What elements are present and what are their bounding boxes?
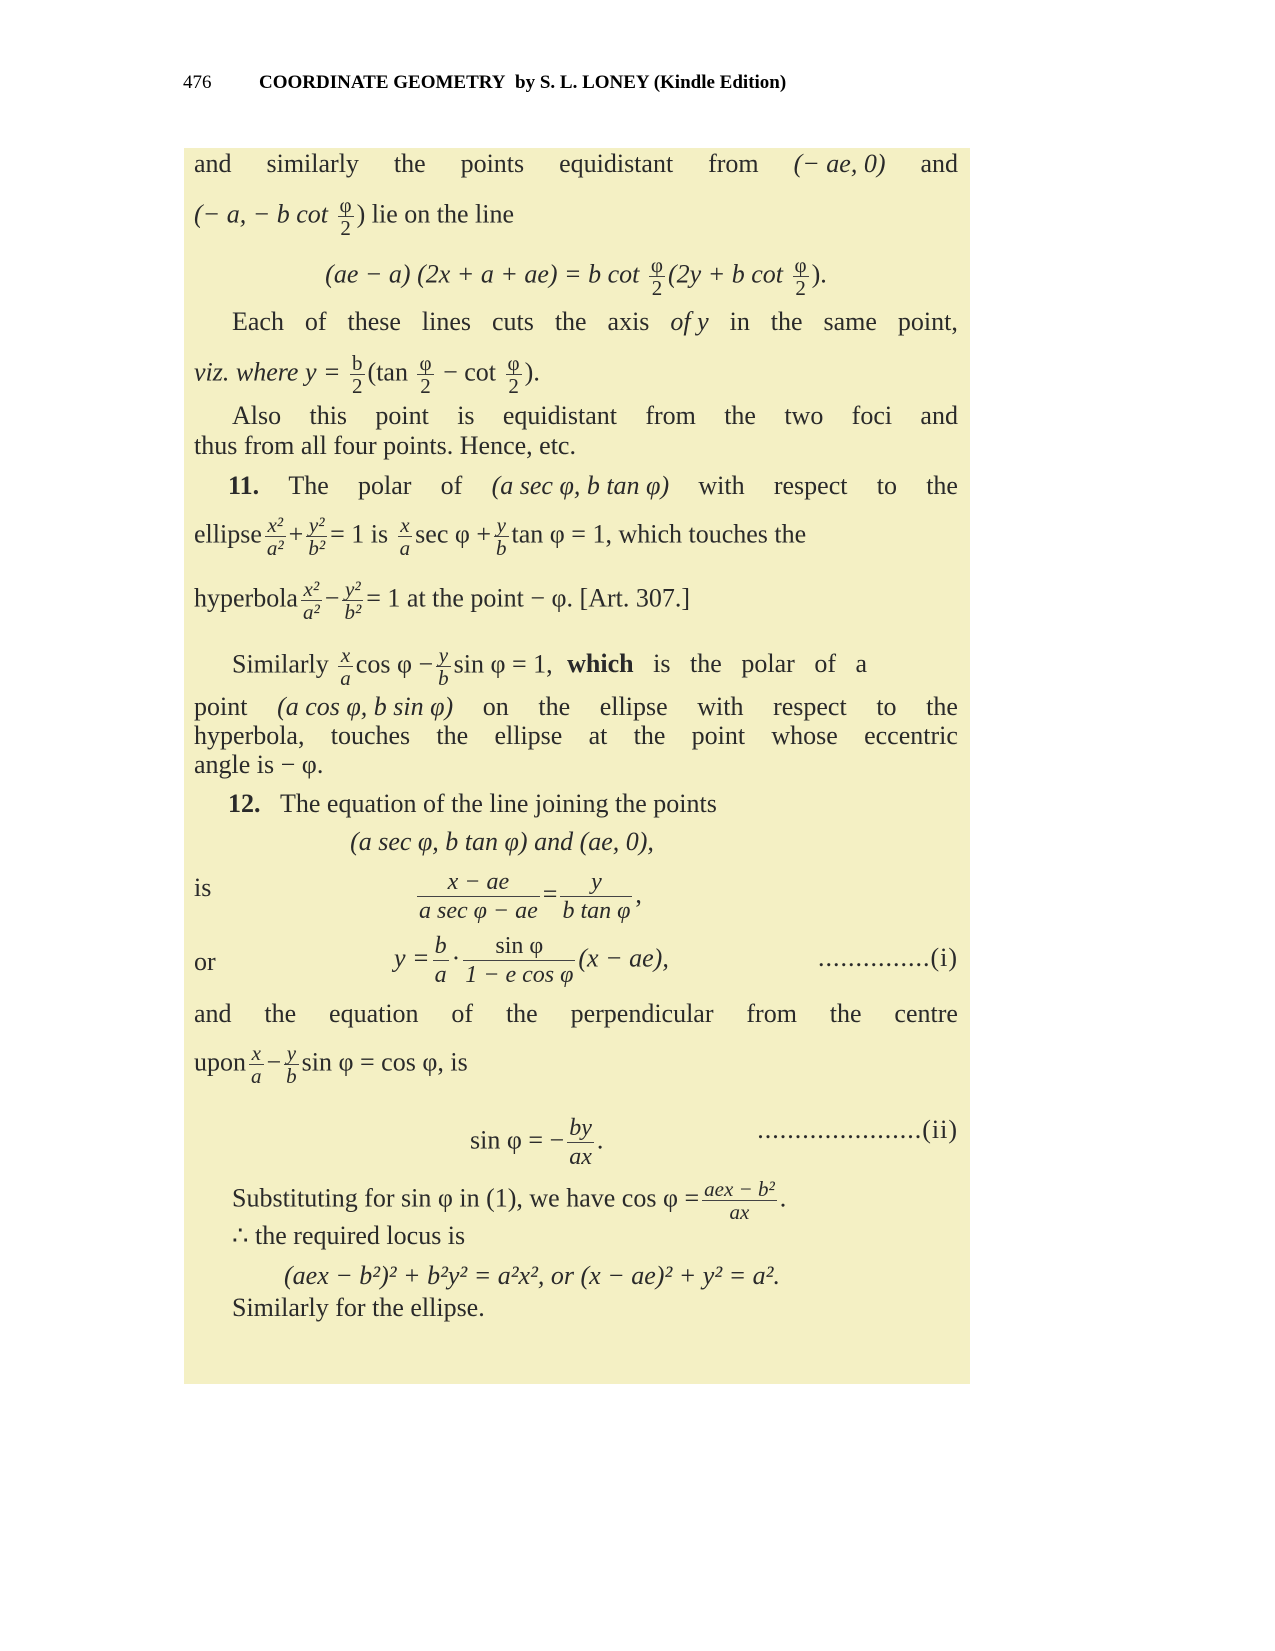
text-run: lines <box>421 307 472 336</box>
fraction-numerator: by <box>569 1115 592 1141</box>
text-run: respect <box>773 471 848 500</box>
fraction-denominator: b² <box>344 600 362 624</box>
fraction-denominator: 2 <box>340 216 351 240</box>
text-run: (aex − b²)² + b²y² = a²x², or (x − ae)² + y² = a². <box>284 1261 780 1290</box>
fraction-numerator: x <box>398 514 413 537</box>
fraction-denominator: b tan φ <box>562 898 631 924</box>
text-run: from <box>645 401 696 430</box>
text-run: $\frac{x - ae}{\text{a sec φ − ae}}$ = $\frac{y}{\text{b tan φ}}$ , <box>419 869 642 924</box>
text-run: sin φ = − <box>470 1125 565 1155</box>
text-run: sin φ = 1, <box>453 649 553 679</box>
fraction-denominator: a <box>434 962 447 988</box>
text-run: = 1 is <box>330 519 389 549</box>
line-20: upon $\frac{x}{a}$ − $\frac{y}{b}$ sin φ = cos φ, is <box>194 1041 468 1088</box>
text-run: The <box>288 471 329 500</box>
math-fraction <box>793 254 809 299</box>
text-run: ). <box>811 259 827 289</box>
text-run: point, <box>897 307 958 336</box>
book-title: COORDINATE GEOMETRY <box>259 72 506 93</box>
math-fraction <box>249 1042 264 1087</box>
fraction-denominator: 2 <box>420 374 431 398</box>
text-run: sin φ = cos φ, is <box>301 1047 468 1077</box>
fraction-denominator: a² <box>302 600 320 624</box>
fraction-numerator: aex − b² <box>704 1177 775 1201</box>
text-run: from <box>708 149 759 178</box>
text-run: ...............(i) <box>817 943 958 972</box>
text-run: the <box>264 999 297 1028</box>
text-run: ellipse <box>599 692 668 721</box>
text-run: same <box>823 307 877 336</box>
line-17 <box>194 869 958 924</box>
text-run: at <box>588 721 608 750</box>
line-25: Similarly for the ellipse. <box>232 1293 485 1322</box>
text-run: points <box>460 149 525 178</box>
fraction-denominator: 2 <box>651 276 663 300</box>
math-fraction <box>301 578 322 623</box>
fraction-denominator: a <box>399 536 411 560</box>
text-run: the <box>538 692 571 721</box>
text-run: with <box>697 692 744 721</box>
fraction-numerator: x <box>338 644 353 667</box>
line-4 <box>232 306 958 338</box>
math-fraction <box>306 514 327 559</box>
text-run: with <box>698 471 745 500</box>
line-9: ellipse $\frac{\text{x²}}{\text{a²}}$ + $\frac{\text{y²}}{\text{b²}}$ = 1 is $\frac{x}{a}$ sec φ + $\frac{y}{b}$ tan φ = 1, which touches the <box>194 513 807 560</box>
text-run: of y <box>670 307 709 336</box>
fraction-numerator: y <box>436 644 451 667</box>
scanned-page <box>184 148 970 1384</box>
text-run: the <box>393 149 426 178</box>
text-run: the <box>724 401 756 430</box>
math-fraction <box>567 1114 594 1171</box>
fraction-denominator: ax <box>569 1144 592 1170</box>
text-run: of <box>304 307 327 336</box>
fraction-numerator: x² <box>265 514 286 537</box>
text-run: cos φ − <box>355 649 434 679</box>
text-run: or <box>194 947 216 976</box>
text-run: polar <box>358 471 412 500</box>
fraction-denominator: 2 <box>508 374 519 398</box>
fraction-numerator: φ <box>419 351 432 375</box>
fraction-numerator: φ <box>507 351 520 375</box>
fraction-denominator: a <box>251 1064 262 1088</box>
line-7: thus from all four points. Hence, etc. <box>194 431 576 460</box>
text-run: respect <box>773 692 847 721</box>
line-16 <box>184 826 820 858</box>
text-run: in <box>729 307 750 336</box>
text-run: similarly <box>266 149 359 178</box>
text-run: sec φ + <box>415 519 492 549</box>
text-run: − cot <box>436 357 503 387</box>
text-run: the <box>554 307 587 336</box>
text-run: axis <box>607 307 650 336</box>
math-fraction <box>463 932 575 989</box>
text-run: ) lie on the line <box>356 199 515 229</box>
text-run: (x − ae), <box>578 943 669 973</box>
fraction-denominator: a <box>340 666 351 690</box>
text-run: a <box>855 649 868 679</box>
text-run: (tan <box>367 357 415 387</box>
math-fraction <box>436 644 451 689</box>
text-run: (− ae, 0) <box>793 149 886 178</box>
text-run: (a cos φ, b sin φ) <box>277 692 454 721</box>
text-run: Each <box>232 307 284 336</box>
fraction-denominator: 2 <box>352 374 363 398</box>
text-run: and <box>920 401 958 430</box>
fraction-phi-2 <box>338 194 354 239</box>
text-run: on <box>482 692 509 721</box>
math-fraction <box>417 868 540 925</box>
line-23: ∴ the required locus is <box>232 1221 466 1250</box>
text-run: Substituting for sin φ in (1), we have cos φ = <box>232 1183 700 1213</box>
line-15-item-12 <box>228 788 958 820</box>
text-run: two <box>784 401 824 430</box>
math-fraction <box>342 578 363 623</box>
text-run: ). <box>524 357 540 387</box>
text-run: perpendicular <box>570 999 714 1028</box>
math-fraction <box>433 932 449 989</box>
text-run: foci <box>851 401 893 430</box>
text-run <box>567 648 867 680</box>
text-run: (ae − a) (2x + a + ae) = b cot <box>325 259 646 289</box>
fraction-numerator: b <box>434 933 447 959</box>
text-run: the <box>829 999 862 1028</box>
text-run: ......................(ii) <box>757 1115 958 1144</box>
text-run: y = $\frac{b}{a}$ · $\frac{\text{sin φ}}{\text{1 − e cos φ}}$ (x − ae), <box>394 933 669 988</box>
fraction-denominator: a sec φ − ae <box>419 898 538 924</box>
line-6 <box>232 400 958 432</box>
book-author: by S. L. LONEY (Kindle Edition) <box>515 72 787 93</box>
line-18 <box>194 933 958 988</box>
line-13 <box>194 720 958 752</box>
text-run: the <box>770 307 803 336</box>
text-run: point <box>375 401 429 430</box>
line-11 <box>232 644 958 689</box>
fraction-numerator: x − ae <box>417 868 540 897</box>
text-run: and <box>194 149 232 178</box>
line-22: Substituting for sin φ in (1), we have cos φ = $\frac{\text{aex − b²}}{ax}$ . <box>232 1177 787 1224</box>
text-run: ellipse <box>194 519 262 549</box>
math-fraction <box>506 352 522 397</box>
text-run: equation <box>329 999 419 1028</box>
text-run: sin φ = − $\frac{by}{ax}$ . <box>470 1115 604 1170</box>
text-run: tan φ = 1, which touches the <box>511 519 807 549</box>
text-run: which <box>567 649 634 679</box>
math-fraction <box>350 352 365 397</box>
text-run: the <box>926 471 958 500</box>
text-run: this <box>309 401 348 430</box>
text-run: hyperbola <box>194 583 298 613</box>
fraction-denominator: 1 − e cos φ <box>465 962 574 988</box>
text-run: these <box>347 307 401 336</box>
page-number: 476 <box>183 72 212 93</box>
line-2 <box>194 194 958 239</box>
line-19 <box>194 998 958 1030</box>
text-run: the <box>633 721 666 750</box>
fraction-numerator: y² <box>342 578 363 601</box>
fraction-denominator: ax <box>729 1200 750 1224</box>
text-run: is <box>653 649 671 679</box>
fraction-denominator: 2 <box>795 276 806 300</box>
math-fraction <box>265 514 286 559</box>
text-run: to <box>876 471 897 500</box>
fraction-numerator: φ <box>794 253 807 277</box>
fraction-denominator: b <box>496 536 507 560</box>
text-run: Also <box>232 401 282 430</box>
fraction-denominator: a² <box>266 536 284 560</box>
text-run: upon <box>194 1047 246 1077</box>
fraction-numerator: y <box>284 1042 299 1065</box>
fraction-numerator: y² <box>306 514 327 537</box>
text-run: centre <box>894 999 958 1028</box>
text-run: point <box>691 721 746 750</box>
line-24-locus <box>284 1260 958 1292</box>
math-fraction <box>494 514 509 559</box>
text-run: point <box>194 692 248 721</box>
line-5 <box>194 352 958 397</box>
line-1 <box>194 148 958 180</box>
fraction-denominator: b <box>286 1064 297 1088</box>
text-run: viz. where y = <box>194 357 348 387</box>
line-8-item-11 <box>228 470 958 502</box>
text-run: 12. <box>228 789 261 818</box>
text-run: polar <box>741 649 795 679</box>
equation-line-through-focus <box>194 254 958 299</box>
page-header <box>183 72 786 94</box>
text-run: Similarly <box>232 649 329 679</box>
text-run: whose <box>771 721 838 750</box>
fraction-denominator: b <box>438 666 449 690</box>
math-fraction <box>560 868 632 925</box>
fraction-numerator: b <box>352 351 363 375</box>
text-run: equidistant <box>559 149 674 178</box>
fraction-numerator: φ <box>339 193 352 217</box>
fraction-denominator: b² <box>308 536 326 560</box>
fraction-numerator: y <box>560 868 632 897</box>
text-run: ellipse <box>494 721 563 750</box>
fraction-numerator: y <box>494 514 509 537</box>
math-fraction <box>284 1042 299 1087</box>
line-12 <box>194 691 958 723</box>
fraction-numerator: x² <box>301 578 322 601</box>
text-run: = 1 at the point − φ. [Art. 307.] <box>366 583 691 613</box>
math-fraction <box>398 514 413 559</box>
text-run: y = <box>394 943 430 973</box>
text-run: of <box>814 649 836 679</box>
text-run: (− a, − b cot <box>194 199 335 229</box>
text-run: (a sec φ, b tan φ) and (ae, 0), <box>350 827 654 856</box>
text-run: of <box>440 471 463 500</box>
line-10: hyperbola $\frac{\text{x²}}{\text{a²}}$ − $\frac{\text{y²}}{\text{b²}}$ = 1 at the point − φ. [Art. 307.] <box>194 577 691 624</box>
text-run: is <box>457 401 475 430</box>
text-run: the <box>436 721 469 750</box>
text-run: cuts <box>491 307 534 336</box>
text-run: from <box>746 999 797 1028</box>
fraction-numerator: φ <box>650 253 663 277</box>
math-fraction <box>338 644 353 689</box>
text-run: (a sec φ, b tan φ) <box>491 471 670 500</box>
text-run: of <box>451 999 474 1028</box>
text-run: equidistant <box>502 401 617 430</box>
text-run: and <box>194 999 232 1028</box>
text-run: (2y + b cot <box>668 259 790 289</box>
text-run: 11. <box>228 471 260 500</box>
math-fraction <box>702 1178 777 1223</box>
text-run: hyperbola, <box>194 721 305 750</box>
text-run: is <box>194 873 212 902</box>
fraction-numerator: sin φ <box>463 932 575 961</box>
text-run: eccentric <box>864 721 958 750</box>
text-run: The equation of the line joining the points <box>280 789 717 818</box>
math-fraction <box>649 254 665 299</box>
text-run: the <box>690 649 722 679</box>
math-fraction <box>417 352 433 397</box>
fraction-numerator: x <box>249 1042 264 1065</box>
text-run: touches <box>330 721 411 750</box>
text-run: and <box>920 149 958 178</box>
text-run: the <box>505 999 538 1028</box>
text-run: to <box>876 692 897 721</box>
text-run: the <box>926 692 958 721</box>
line-14: angle is − φ. <box>194 750 324 779</box>
